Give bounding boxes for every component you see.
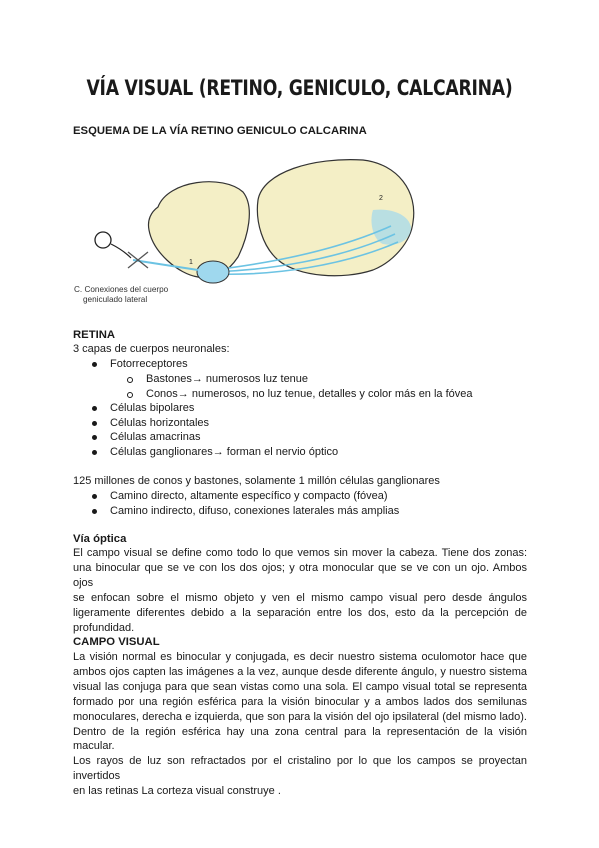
caption-line-1: C. Conexiones del cuerpo xyxy=(74,285,169,294)
via-optica-paragraph xyxy=(73,546,527,635)
retina-intro: 3 capas de cuerpos neuronales: xyxy=(73,343,230,355)
list-item-text: Células ganglionares→ forman el nervio óptico xyxy=(110,445,339,458)
paragraph-line: Dentro de la región esférica hay una zona central para la representación de la visión macular. xyxy=(73,725,527,753)
label-1: 1 xyxy=(189,259,193,266)
bullet-icon xyxy=(92,509,97,514)
bullet-icon xyxy=(92,494,97,499)
page-title: VÍA VISUAL (RETINO, GENICULO, CALCARINA) xyxy=(86,76,513,100)
schema-heading: ESQUEMA DE LA VÍA RETINO GENICULO CALCARINA xyxy=(73,125,367,137)
label-2: 2 xyxy=(379,195,383,202)
paragraph-line: formado por una región esférica para la visión binocular y a ambos lados dos semilunas xyxy=(73,695,527,708)
optic-chiasm xyxy=(128,252,148,268)
paragraph-line: en las retinas La corteza visual construye . xyxy=(73,785,281,798)
paragraph-line: ligeramente diferentes debido a la separación entre los dos, esto da la percepción de xyxy=(73,606,527,619)
retina-list-top xyxy=(110,357,188,372)
paragraph-line: Los rayos de luz son refractados por el cristalino por lo que los campos se proyectan invertidos xyxy=(73,755,527,783)
retina-counts: 125 millones de conos y bastones, solamente 1 millón células ganglionares xyxy=(73,475,440,487)
paragraph-line: se enfocan sobre el mismo objeto y ven el mismo campo visual pero desde ángulos xyxy=(73,591,527,604)
figure-caption xyxy=(74,285,168,304)
campo-visual-heading: CAMPO VISUAL xyxy=(73,636,160,648)
list-item xyxy=(110,401,338,416)
bullet-icon xyxy=(92,362,97,367)
via-optica-heading: Vía óptica xyxy=(73,533,127,545)
list-item xyxy=(110,430,338,445)
bullet-icon xyxy=(92,406,97,411)
retina-list-bottom xyxy=(110,401,338,459)
retina-heading: RETINA xyxy=(73,329,116,341)
list-item-text: Células bipolares xyxy=(110,402,195,414)
bullet-icon xyxy=(127,392,133,398)
paragraph-line: La visión normal es binocular y conjugada, es decir nuestro sistema oculomotor hace que xyxy=(73,651,527,663)
list-item-text: Camino directo, altamente específico y compacto (fóvea) xyxy=(110,490,388,502)
paragraph-line: monoculares, derecha e izquierda, que son para la visión del ojo ipsilateral (del mismo lado). xyxy=(73,710,527,723)
paragraph-line: visual las conjuga para que sean vistas como una sola. El campo visual total se representa xyxy=(73,680,527,693)
paragraph-line: profundidad. xyxy=(73,621,135,634)
list-item-text: Células amacrinas xyxy=(110,431,201,443)
bullet-icon xyxy=(92,450,97,455)
list-item xyxy=(110,445,338,460)
list-item xyxy=(110,504,399,519)
paragraph-line: ambos ojos capten las imágenes a la vez, aunque desde diferente ángulo, y nuestro sistema xyxy=(73,665,527,678)
caption-line-2: geniculado lateral xyxy=(83,294,148,304)
bullet-icon xyxy=(92,435,97,440)
list-item-text: Camino indirecto, difuso, conexiones laterales más amplias xyxy=(110,504,400,517)
campo-visual-paragraph xyxy=(73,650,527,799)
list-item-text: Fotorreceptores xyxy=(110,358,188,370)
list-item xyxy=(110,489,399,504)
list-item xyxy=(146,372,473,387)
retina-sublist xyxy=(146,372,473,401)
list-item xyxy=(146,387,473,402)
list-item-text: Conos→ numerosos, no luz tenue, detalles y color más en la fóvea xyxy=(146,387,473,400)
list-item-text: Bastones→ numerosos luz tenue xyxy=(146,373,309,385)
paragraph-line: El campo visual se define como todo lo que vemos sin mover la cabeza. Tiene dos zonas: xyxy=(73,547,527,559)
geniculate-body xyxy=(197,261,229,283)
list-item xyxy=(110,357,188,372)
optic-nerve xyxy=(111,244,131,258)
bullet-icon xyxy=(127,377,133,383)
paragraph-line: una binocular que se ve con los dos ojos; y otra monocular que se ve con un ojo. Ambos ojos xyxy=(73,561,527,589)
retina-paths-list xyxy=(110,489,399,518)
list-item xyxy=(110,416,338,431)
list-item-text: Células horizontales xyxy=(110,416,210,429)
eye-icon xyxy=(95,232,111,248)
bullet-icon xyxy=(92,421,97,426)
